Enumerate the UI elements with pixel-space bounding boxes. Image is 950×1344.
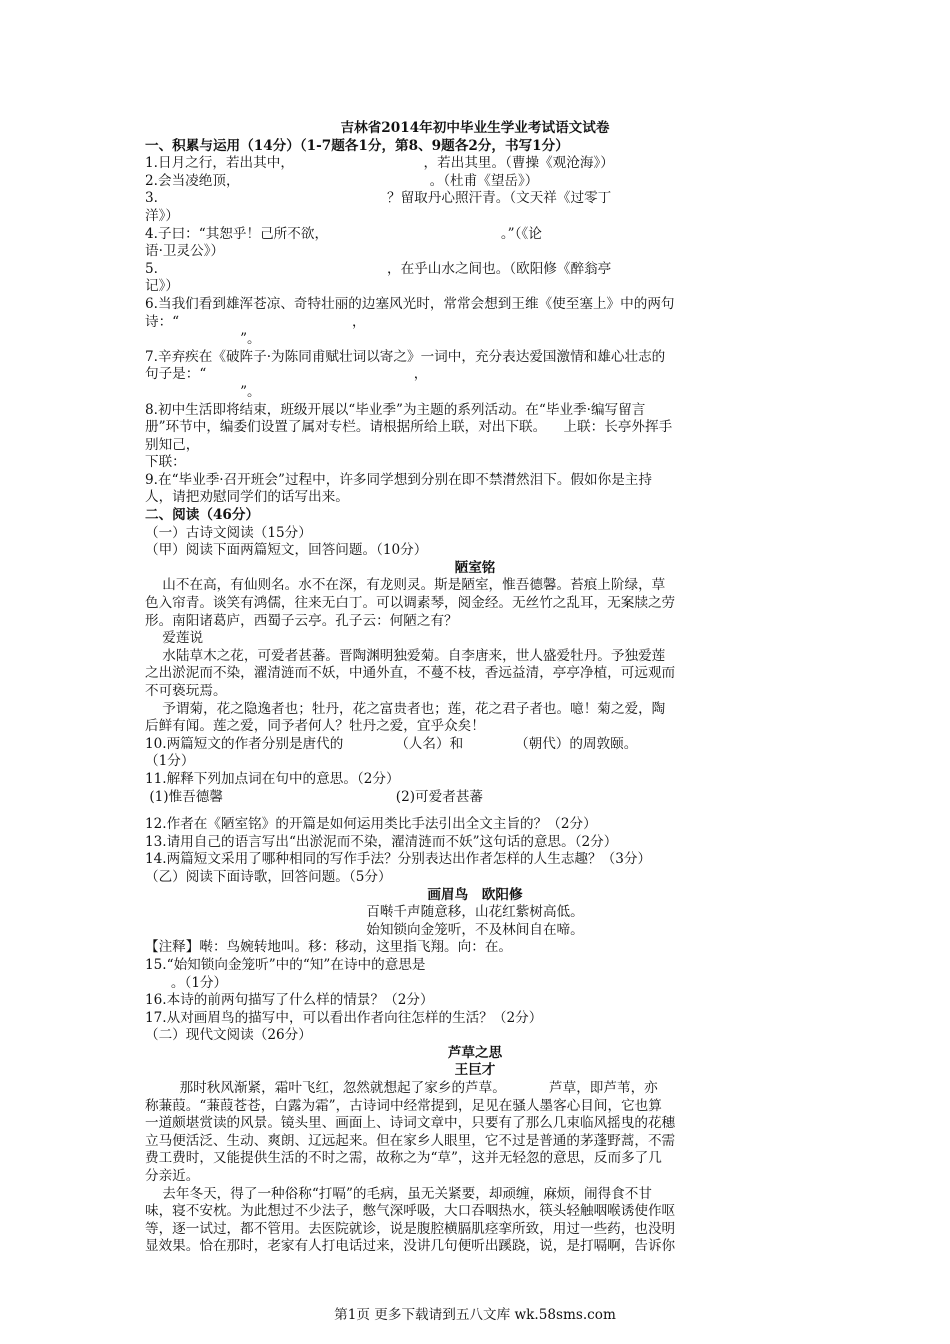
question-7: 7.辛弃疾在《破阵子·为陈同甫赋壮词以寄之》一词中，充分表达爱国激情和雄心壮志的: [145, 348, 666, 365]
page-footer: 第1页 更多下载请到五八文库 wk.58sms.com: [334, 1307, 616, 1323]
essay-line: 那时秋风渐紧，霜叶飞红，忽然就想起了家乡的芦草。 芦草，即芦苇，亦: [145, 1080, 658, 1097]
question-9-cont: 人，请把劝慰同学们的话写出来。: [145, 489, 349, 506]
passage-line: 山不在高，有仙则名。水不在深，有龙则灵。斯是陋室，惟吾德馨。苔痕上阶绿，草: [145, 577, 666, 594]
subsection-heading: （一）古诗文阅读（15分）: [145, 524, 312, 541]
question-8-couplet: 别知己，: [145, 436, 200, 453]
passage-line: 不可亵玩焉。: [145, 683, 227, 699]
essay-author: 王巨才: [454, 1062, 496, 1079]
document-title: 吉林省2014年初中毕业生学业考试语文试卷: [340, 120, 610, 136]
question-11: 11.解释下列加点词在句中的意思。（2分）: [145, 770, 400, 787]
question-8-cont: 册”环节中，编委们设置了属对专栏。请根据所给上联，对出下联。 上联：长亭外挥手: [145, 419, 673, 436]
section-heading: 二、阅读（46分）: [145, 507, 260, 524]
poem-title: 画眉鸟 欧阳修: [427, 886, 523, 903]
passage-line: 之出淤泥而不染，濯清涟而不妖，中通外直，不蔓不枝，香远益清，亭亭净植，可远观而: [145, 665, 676, 682]
poem-line: 始知锁向金笼听，不及林间自在啼。: [366, 921, 584, 938]
question-6-cont: 诗：“ ，: [145, 313, 366, 330]
question-7-cont: 句子是：“ ，: [145, 366, 428, 383]
essay-line: 显效果。恰在那时，老家有人打电话过来，没讲几句便听出蹊跷，说，是打嗝啊，告诉你: [145, 1238, 676, 1255]
essay-line: 味，寝不安枕。为此想过不少法子，憋气深呼吸，大口吞咽热水，筷头轻触咽喉诱使作呕: [145, 1203, 676, 1220]
question-13: 13.请用自己的语言写出“出淤泥而不染，濯清涟而不妖”这句话的意思。（2分）: [145, 833, 618, 850]
passage-line: 形。南阳诸葛庐，西蜀子云亭。孔子云：何陋之有？: [145, 612, 458, 629]
section-heading: 一、积累与运用（14分）（1-7题各1分，第8、9题各2分，书写1分）: [145, 137, 569, 154]
question-8-answer: 下联：: [145, 454, 186, 471]
question-9: 9.在“毕业季·召开班会”过程中，许多同学想到分别在即不禁潸然泪下。假如你是主持: [145, 471, 652, 488]
subsection-heading: （乙）阅读下面诗歌，回答问题。（5分）: [145, 868, 392, 885]
essay-line: 分亲近。: [145, 1168, 200, 1185]
subsection-heading: （二）现代文阅读（26分）: [145, 1027, 312, 1044]
question-15-cont: 。（1分）: [145, 974, 228, 991]
question-14: 14.两篇短文采用了哪种相同的写作手法？分别表达出作者怎样的人生志趣？（3分）: [145, 851, 652, 868]
question-10: 10.两篇短文的作者分别是唐代的 （人名）和 （朝代）的周敦颐。: [145, 735, 638, 752]
question-5: 5. ，在乎山水之间也。（欧阳修《醉翁亭: [145, 260, 612, 277]
question-10-cont: （1分）: [145, 753, 195, 770]
essay-line: 一道颇堪赏读的风景。镜头里、画面上、诗词文章中，只要有了那么几束临风摇曳的花穗: [145, 1115, 676, 1132]
passage-line: 色入帘青。谈笑有鸿儒，往来无白丁。可以调素琴，阅金经。无丝竹之乱耳，无案牍之劳: [145, 595, 676, 612]
poem-note: 【注释】啭：鸟婉转地叫。移：移动，这里指飞翔。向：在。: [145, 939, 513, 956]
essay-line: 称蒹葭。“蒹葭苍苍，白露为霜”，古诗词中经常提到，足见在骚人墨客心目间，它也算: [145, 1097, 662, 1114]
question-7-end: ”。: [145, 383, 261, 400]
essay-line: 立马便活泛、生动、爽朗、辽远起来。但在家乡人眼里，它不过是普通的茅蓬野蒿，不需: [145, 1132, 676, 1149]
question-2: 2.会当凌绝顶， 。（杜甫《望岳》）: [145, 172, 539, 189]
question-3: 3. ？留取丹心照汗青。（文天祥《过零丁: [145, 190, 612, 207]
question-4: 4.子曰：“其恕乎！己所不欲， 。”（《论: [145, 225, 542, 242]
passage-title: 陋室铭: [454, 559, 496, 576]
question-17: 17.从对画眉鸟的描写中，可以看出作者向往怎样的生活？（2分）: [145, 1009, 543, 1026]
question-15: 15.“始知锁向金笼听”中的“知”在诗中的意思是: [145, 956, 426, 973]
essay-title: 芦草之思: [447, 1044, 503, 1061]
question-6-end: ”。: [145, 331, 261, 348]
passage-line: 后鲜有闻。莲之爱，同予者何人？牡丹之爱，宜乎众矣！: [145, 718, 485, 735]
essay-line: 去年冬天，得了一种俗称“打嗝”的毛病，虽无关紧要，却顽缠，麻烦，闹得食不甘: [145, 1185, 652, 1202]
passage-line: 予谓菊，花之隐逸者也；牡丹，花之富贵者也；莲，花之君子者也。噫！菊之爱，陶: [145, 700, 666, 717]
passage-title: 爱莲说: [145, 630, 204, 647]
question-6: 6.当我们看到雄浑苍凉、奇特壮丽的边塞风光时，常常会想到王维《使至塞上》中的两句: [145, 295, 675, 312]
question-12: 12.作者在《陋室铭》的开篇是如何运用类比手法引出全文主旨的？（2分）: [145, 816, 597, 833]
passage-line: 水陆草木之花，可爱者甚蕃。晋陶渊明独爱菊。自李唐来，世人盛爱牡丹。予独爱莲: [145, 647, 666, 664]
essay-line: 费工费时，又能提供生活的不时之需，故称之为“草”，这并无轻忽的意思，反而多了几: [145, 1150, 662, 1167]
question-16: 16.本诗的前两句描写了什么样的情景？（2分）: [145, 992, 434, 1009]
question-3-cont: 洋》）: [145, 207, 179, 224]
question-1: 1.日月之行，若出其中， ，若出其里。（曹操《观沧海》）: [145, 155, 614, 172]
essay-line: 等，逐一试过，都不管用。去医院就诊，说是腹腔横膈肌痉挛所致，用过一些药，也没明: [145, 1220, 676, 1237]
question-8: 8.初中生活即将结束，班级开展以“毕业季”为主题的系列活动。在“毕业季·编写留言: [145, 401, 646, 418]
document-content: [145, 120, 805, 1256]
subsection-heading: （甲）阅读下面两篇短文，回答问题。（10分）: [145, 542, 428, 559]
question-4-cont: 语·卫灵公》）: [145, 243, 225, 260]
poem-line: 百啭千声随意移，山花红紫树高低。: [366, 904, 584, 921]
question-11-items: (1)惟吾德馨 (2)可爱者甚蕃: [145, 788, 484, 805]
question-5-cont: 记》）: [145, 278, 179, 295]
